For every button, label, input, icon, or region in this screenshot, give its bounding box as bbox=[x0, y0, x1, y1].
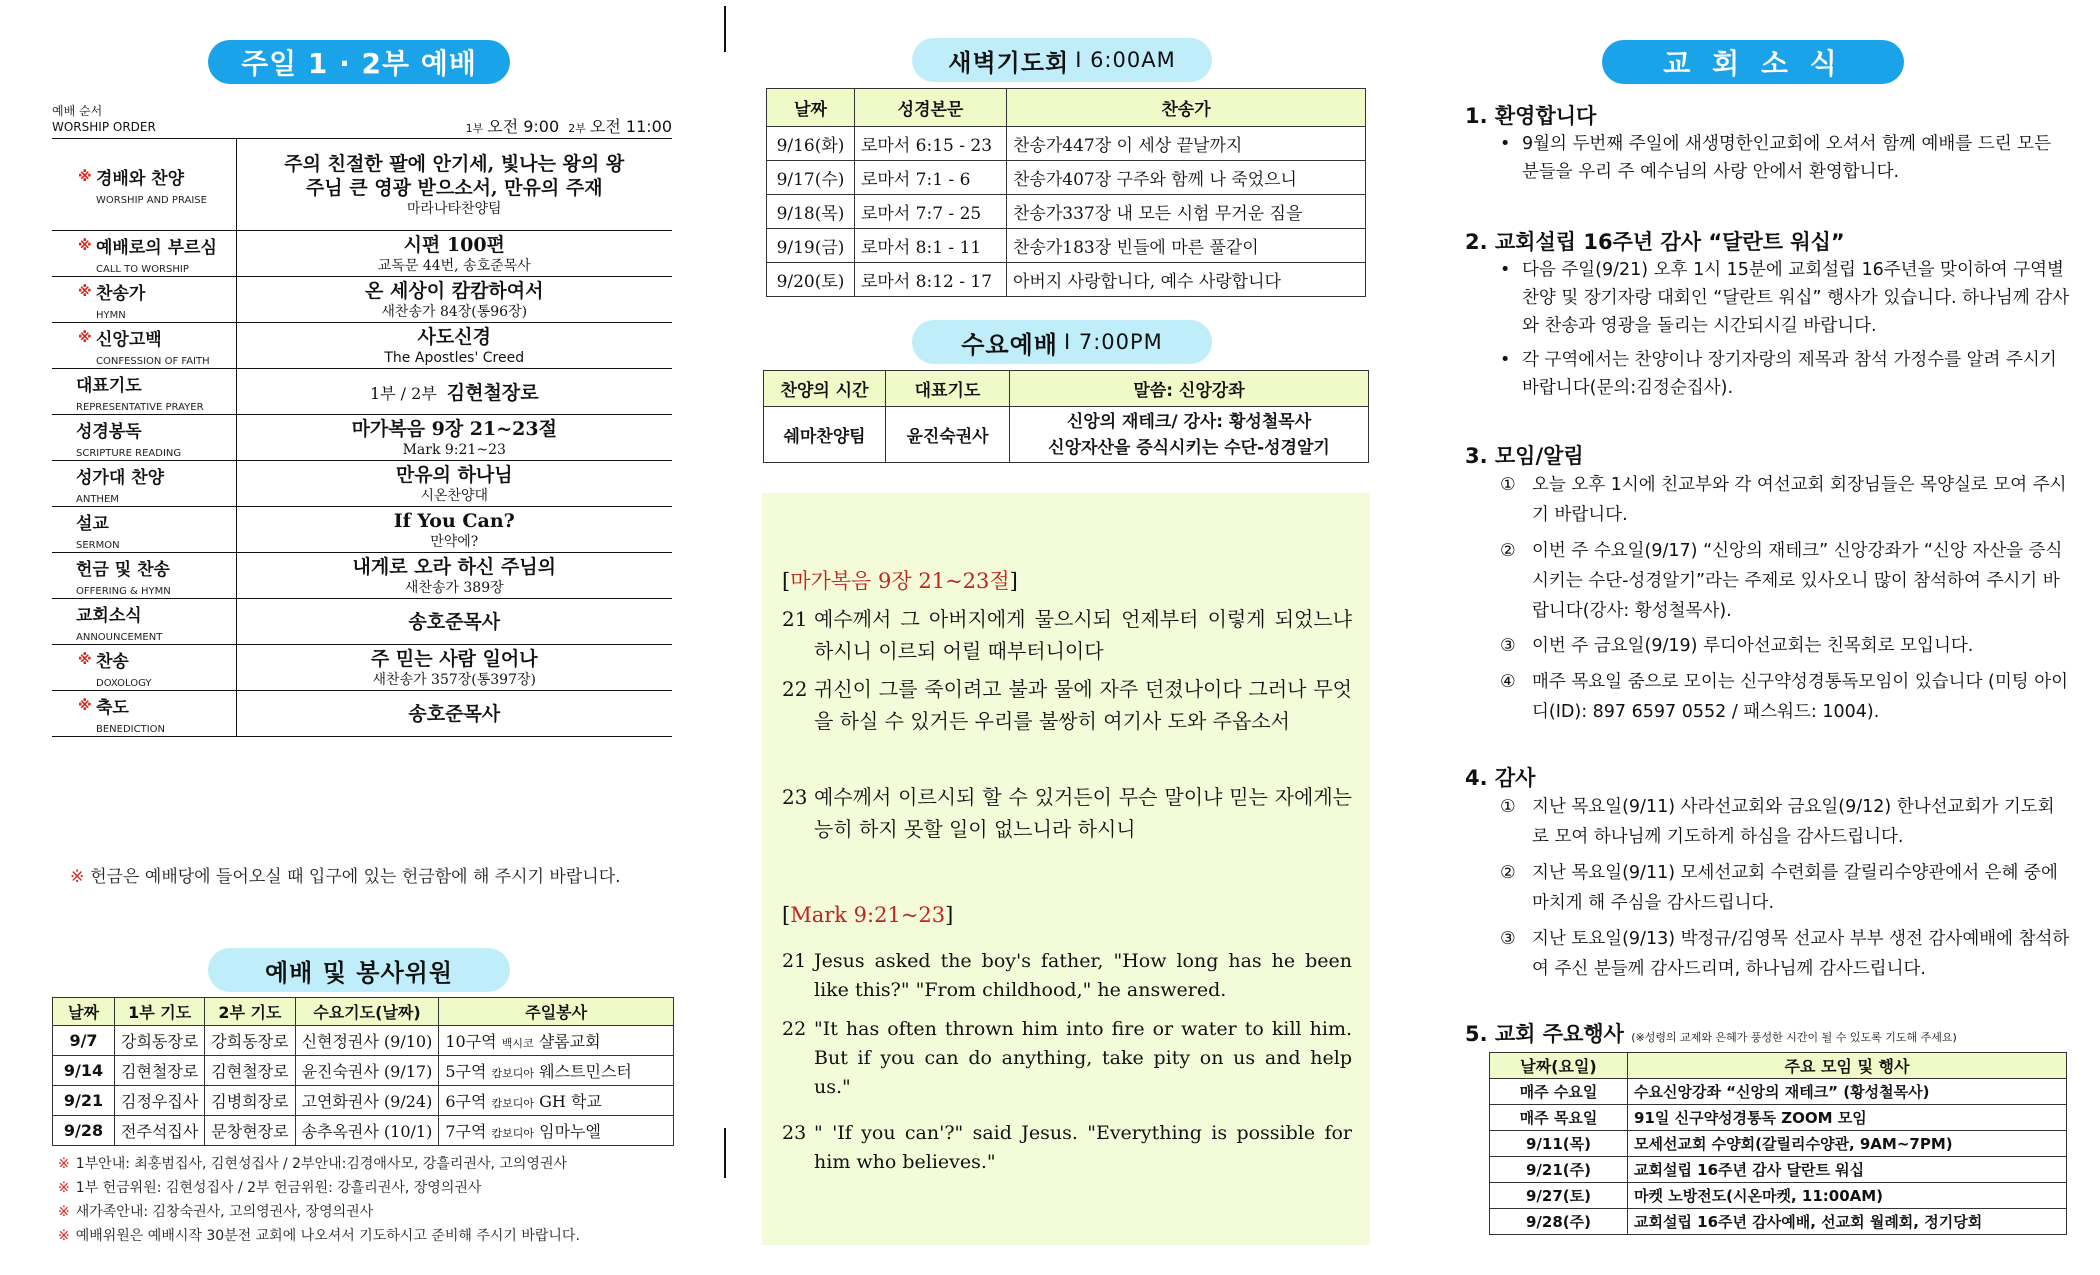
committee-header: 수요기도(날짜) bbox=[295, 998, 439, 1026]
part1-time: 오전 9:00 bbox=[487, 117, 560, 136]
event-row: 9/21(주) 교회설립 16주년 감사 달란트 워십 bbox=[1490, 1157, 2067, 1183]
wed-sermon: 신앙의 재테크/ 강사: 황성철목사 신앙자산을 증식시키는 수단-성경알기 bbox=[1010, 407, 1369, 463]
sunday-service: 5구역 캄보디아 웨스트민스터 bbox=[439, 1056, 674, 1086]
committee-header: 2부 기도 bbox=[205, 998, 295, 1026]
star-mark: ※ bbox=[78, 237, 92, 254]
footnote: ※ 1부 헌금위원: 김현성집사 / 2부 헌금위원: 강흘리권사, 장영의권사 bbox=[58, 1180, 482, 1196]
dawn-header: 날짜 bbox=[767, 89, 855, 127]
order-label: ※ 축도 BENEDICTION bbox=[52, 691, 236, 737]
news-heading-1: 1. 환영합니다 bbox=[1465, 104, 1597, 128]
order-row bbox=[52, 645, 672, 691]
order-content: 만유의 하나님 시온찬양대 bbox=[236, 461, 672, 507]
order-content: 주 믿는 사람 일어나 새찬송가 357장(통397장) bbox=[236, 645, 672, 691]
committee-row: 9/7 강희동장로 강희동장로 신현정권사 (9/10) 10구역 백시코 샬롬교회 bbox=[53, 1026, 674, 1056]
order-content: 송호준목사 bbox=[236, 691, 672, 737]
order-row bbox=[52, 139, 672, 231]
committee-header: 날짜 bbox=[53, 998, 115, 1026]
sunday-service: 10구역 백시코 샬롬교회 bbox=[439, 1026, 674, 1056]
committee-header: 주일봉사 bbox=[439, 998, 674, 1026]
star-mark: ※ bbox=[78, 168, 92, 185]
divider-top bbox=[724, 6, 726, 52]
korean-reference: [마가복음 9장 21~23절] bbox=[782, 569, 1018, 593]
dawn-row: 9/17(수) 로마서 7:1 - 6 찬송가407장 구주와 함께 나 죽었으니 bbox=[767, 161, 1366, 195]
order-label: 설교 SERMON bbox=[52, 507, 236, 553]
dawn-header: 성경본문 bbox=[855, 89, 1007, 127]
news-4-item-2: ② 지난 목요일(9/11) 모세선교회 수련회를 갈릴리수양관에서 은혜 중에 마치게 해 주심을 감사드립니다. bbox=[1500, 863, 2058, 913]
news-2-item-1: • 다음 주일(9/21) 오후 1시 15분에 교회설립 16주년을 맞이하여 구역별 찬양 및 장기자랑 대회인 “달란트 워십” 행사가 있습니다. 하나님께 감사와 찬송과 영광을 돌리는 시간되시길 바랍니다. bbox=[1500, 260, 2070, 336]
wednesday-table bbox=[763, 370, 1369, 463]
order-row bbox=[52, 507, 672, 553]
part2-label: 2부 bbox=[568, 122, 586, 135]
committee-row: 9/28 전주석집사 문창현장로 송추옥권사 (10/1) 7구역 캄보디아 임마누엘 bbox=[53, 1116, 674, 1146]
news-4-item-3: ③ 지난 토요일(9/13) 박정규/김영목 선교사 부부 생전 감사예배에 참석하여 주신 분들께 감사드리며, 하나님께 감사드립니다. bbox=[1500, 929, 2070, 979]
committee-row: 9/21 김정우집사 김병희장로 고연화권사 (9/24) 6구역 캄보디아 GH 학교 bbox=[53, 1086, 674, 1116]
order-title-ko: 예배 순서 bbox=[52, 104, 103, 118]
dawn-header: 찬송가 bbox=[1007, 89, 1366, 127]
star-mark: ※ bbox=[78, 651, 92, 668]
scripture-box bbox=[762, 493, 1370, 1245]
news-3-item-3: ③ 이번 주 금요일(9/19) 루디아선교회는 친목회로 모입니다. bbox=[1500, 636, 1974, 656]
sunday-service: 6구역 캄보디아 GH 학교 bbox=[439, 1086, 674, 1116]
wed-header: 말씀: 신앙강좌 bbox=[1010, 371, 1369, 407]
order-label: 헌금 및 찬송 OFFERING & HYMN bbox=[52, 553, 236, 599]
event-row: 9/11(목) 모세선교회 수양회(갈릴리수양관, 9AM~7PM) bbox=[1490, 1131, 2067, 1157]
footnote: ※ 새가족안내: 김창숙권사, 고의영권사, 장영의권사 bbox=[58, 1204, 374, 1220]
star-mark: ※ bbox=[78, 697, 92, 714]
star-mark: ※ bbox=[78, 283, 92, 300]
order-content: 내게로 오라 하신 주님의 새찬송가 389장 bbox=[236, 553, 672, 599]
committee-title: 예배 및 봉사위원 bbox=[208, 948, 510, 992]
news-heading-2: 2. 교회설립 16주년 감사 “달란트 워십” bbox=[1465, 230, 1845, 254]
offering-note: ※ 헌금은 예배당에 들어오실 때 입구에 있는 헌금함에 해 주시기 바랍니다. bbox=[70, 867, 621, 887]
korean-verse: 21 예수께서 그 아버지에게 물으시되 언제부터 이렇게 되었느냐 하시니 이르되 어릴 때부터니이다 bbox=[782, 607, 1352, 663]
news-heading-5: 5. 교회 주요행사 (※성령의 교제와 은혜가 풍성한 시간이 될 수 있도록 기도해 주세요) bbox=[1465, 1022, 1957, 1046]
order-label: 성경봉독 SCRIPTURE READING bbox=[52, 415, 236, 461]
order-row bbox=[52, 461, 672, 507]
committee-row: 9/14 김현철장로 김현철장로 윤진숙권사 (9/17) 5구역 캄보디아 웨스트민스터 bbox=[53, 1056, 674, 1086]
english-reference: [Mark 9:21~23] bbox=[782, 903, 954, 927]
news-3-item-1: ① 오늘 오후 1시에 친교부와 각 여선교회 회장님들은 목양실로 모여 주시기 바랍니다. bbox=[1500, 475, 2067, 525]
order-row bbox=[52, 323, 672, 369]
order-content: 송호준목사 bbox=[236, 599, 672, 645]
events-header: 주요 모임 및 행사 bbox=[1628, 1053, 2067, 1079]
order-row bbox=[52, 599, 672, 645]
worship-title: 주일 1 · 2부 예배 bbox=[208, 40, 510, 84]
order-row bbox=[52, 369, 672, 415]
dawn-prayer-table bbox=[766, 88, 1366, 297]
wed-header: 찬양의 시간 bbox=[764, 371, 886, 407]
order-content: 주의 친절한 팔에 안기세, 빛나는 왕의 왕 주님 큰 영광 받으소서, 만유의 주재 마라나타찬양팀 bbox=[236, 139, 672, 231]
dawn-prayer-title: 새벽기도회 I 6:00AM bbox=[912, 38, 1212, 82]
english-verse: 21 Jesus asked the boy's father, "How long has he been like this?" "From childhood," he answered. bbox=[782, 950, 1352, 1001]
dawn-row: 9/16(화) 로마서 6:15 - 23 찬송가447장 이 세상 끝날까지 bbox=[767, 127, 1366, 161]
news-3-item-4: ④ 매주 목요일 줌으로 모이는 신구약성경통독모임이 있습니다 (미팅 아이디(ID): 897 6597 0552 / 패스워드: 1004). bbox=[1500, 672, 2069, 722]
order-content: 1부 / 2부 김현철장로 bbox=[236, 369, 672, 415]
order-label: ※ 신앙고백 CONFESSION OF FAITH bbox=[52, 323, 236, 369]
wed-praise: 쉐마찬양팀 bbox=[764, 407, 886, 463]
event-row: 매주 목요일 91일 신구약성경통독 ZOOM 모임 bbox=[1490, 1105, 2067, 1131]
news-1-item: • 9월의 두번째 주일에 새생명한인교회에 오셔서 함께 예배를 드린 모든 분들을 우리 주 예수님의 사랑 안에서 환영합니다. bbox=[1500, 134, 2051, 182]
dawn-row: 9/19(금) 로마서 8:1 - 11 찬송가183장 빈들에 마른 풀같이 bbox=[767, 229, 1366, 263]
korean-verse: 23 예수께서 이르시되 할 수 있거든이 무슨 말이냐 믿는 자에게는 능히 하지 못할 일이 없느니라 하시니 bbox=[782, 785, 1352, 841]
part1-label: 1부 bbox=[465, 122, 484, 135]
english-verse: 23 " 'If you can'?" said Jesus. "Everything is possible for him who believes." bbox=[782, 1122, 1352, 1173]
footnote: ※ 예배위원은 예배시작 30분전 교회에 나오셔서 기도하시고 준비해 주시기 바랍니다. bbox=[58, 1228, 580, 1244]
wed-prayer: 윤진숙권사 bbox=[886, 407, 1010, 463]
event-row: 매주 수요일 수요신앙강좌 “신앙의 재테크” (황성철목사) bbox=[1490, 1079, 2067, 1105]
service-times bbox=[462, 114, 672, 137]
dawn-row: 9/20(토) 로마서 8:12 - 17 아버지 사랑합니다, 예수 사랑합니다 bbox=[767, 263, 1366, 297]
news-heading-3: 3. 모임/알림 bbox=[1465, 444, 1584, 468]
order-label: 대표기도 REPRESENTATIVE PRAYER bbox=[52, 369, 236, 415]
event-row: 9/27(토) 마켓 노방전도(시온마켓, 11:00AM) bbox=[1490, 1183, 2067, 1209]
news-heading-4: 4. 감사 bbox=[1465, 766, 1536, 790]
order-label: ※ 찬송가 HYMN bbox=[52, 277, 236, 323]
english-verse: 22 "It has often thrown him into fire or water to kill him. But if you can do anything, take pity on us and help us." bbox=[782, 1018, 1352, 1098]
order-content: If You Can? 만약에? bbox=[236, 507, 672, 553]
news-3-item-2: ② 이번 주 수요일(9/17) “신앙의 재테크” 신앙강좌가 “신앙 자산을 증식시키는 수단-성경알기”라는 주제로 있사오니 많이 참석하여 주시기 바랍니다(강사: 황성철목사). bbox=[1500, 541, 2063, 621]
wed-header: 대표기도 bbox=[886, 371, 1010, 407]
order-label: ※ 찬송 DOXOLOGY bbox=[52, 645, 236, 691]
order-content: 사도신경 The Apostles' Creed bbox=[236, 323, 672, 369]
event-row: 9/28(주) 교회설립 16주년 감사예배, 선교회 월례회, 정기당회 bbox=[1490, 1209, 2067, 1235]
order-label: 성가대 찬양 ANTHEM bbox=[52, 461, 236, 507]
order-label: 교회소식 ANNOUNCEMENT bbox=[52, 599, 236, 645]
wednesday-title: 수요예배 I 7:00PM bbox=[912, 320, 1212, 364]
order-label: ※ 경배와 찬양 WORSHIP AND PRAISE bbox=[52, 139, 236, 231]
news-title: 교 회 소 식 bbox=[1602, 40, 1904, 84]
order-row bbox=[52, 415, 672, 461]
order-content: 온 세상이 캄캄하여서 새찬송가 84장(통96장) bbox=[236, 277, 672, 323]
worship-order-table bbox=[52, 138, 672, 737]
order-title-en: WORSHIP ORDER bbox=[52, 120, 156, 134]
dawn-row: 9/18(목) 로마서 7:7 - 25 찬송가337장 내 모든 시험 무거운 짐을 bbox=[767, 195, 1366, 229]
korean-verse: 22 귀신이 그를 죽이려고 불과 물에 자주 던졌나이다 그러나 무엇을 하실 수 있거든 우리를 불쌍히 여기사 도와 주옵소서 bbox=[782, 677, 1352, 733]
worship-order-header bbox=[52, 100, 672, 136]
sunday-service: 7구역 캄보디아 임마누엘 bbox=[439, 1116, 674, 1146]
star-mark: ※ bbox=[78, 329, 92, 346]
news-2-item-2: • 각 구역에서는 찬양이나 장기자랑의 제목과 참석 가정수를 알려 주시기 바랍니다(문의:김정순집사). bbox=[1500, 350, 2057, 398]
order-label: ※ 예배로의 부르심 CALL TO WORSHIP bbox=[52, 231, 236, 277]
committee-footnotes bbox=[58, 1152, 580, 1248]
order-row bbox=[52, 553, 672, 599]
order-row bbox=[52, 277, 672, 323]
events-header: 날짜(요일) bbox=[1490, 1053, 1628, 1079]
events-table bbox=[1489, 1052, 2067, 1235]
committee-header: 1부 기도 bbox=[115, 998, 205, 1026]
footnote: ※ 1부안내: 최홍범집사, 김현성집사 / 2부안내:김경애사모, 강흘리권사, 고의영권사 bbox=[58, 1156, 567, 1172]
order-row bbox=[52, 231, 672, 277]
committee-table bbox=[52, 997, 674, 1146]
order-content: 시편 100편 교독문 44번, 송호준목사 bbox=[236, 231, 672, 277]
order-content: 마가복음 9장 21~23절 Mark 9:21~23 bbox=[236, 415, 672, 461]
news-4-item-1: ① 지난 목요일(9/11) 사라선교회와 금요일(9/12) 한나선교회가 기도회로 모여 하나님께 기도하게 하심을 감사드립니다. bbox=[1500, 797, 2055, 847]
order-row bbox=[52, 691, 672, 737]
divider-bottom bbox=[724, 1128, 726, 1178]
part2-time: 오전 11:00 bbox=[589, 117, 672, 136]
